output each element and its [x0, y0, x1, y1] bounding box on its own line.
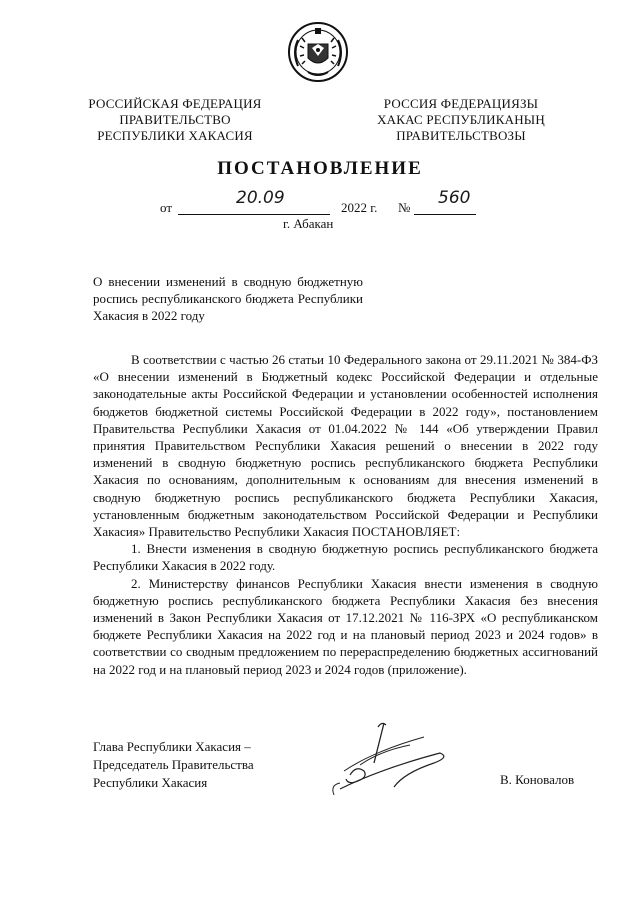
header-left-line: ПРАВИТЕЛЬСТВО	[119, 112, 231, 127]
position-line: Председатель Правительства	[93, 757, 254, 772]
header-left	[70, 96, 280, 144]
header-left-line: РОССИЙСКАЯ ФЕДЕРАЦИЯ	[88, 96, 262, 111]
header-right	[356, 96, 566, 144]
body-paragraph: 2. Министерству финансов Республики Хакасия внести изменения в сводную бюджетную роспись республиканского бюджета Республики Хакасия без внесения изменений в Закон Республики Хакасия от 17.12.2021 № 116-ЗРХ «О республиканском бюджете Республики Хакасия на 2022 год и на плановый период 2023 и 2024 годов» в соответствии со сводным предложением по перераспределению бюджетных ассигнований на 2022 год и на плановый период 2023 и 2024 годов (приложение).	[93, 575, 598, 677]
date-handwritten: 20.09	[236, 188, 285, 208]
document-subject: О внесении изменений в сводную бюджетную роспись республиканского бюджета Республики Хакасия в 2022 году	[93, 274, 363, 323]
year-label: 2022 г.	[341, 200, 378, 215]
from-label: от	[160, 200, 173, 215]
city: г. Абакан	[283, 216, 334, 231]
header-right-line: ПРАВИТЕЛЬСТВОЗЫ	[396, 128, 526, 143]
body-paragraph: 1. Внести изменения в сводную бюджетную роспись республиканского бюджета Республики Хакасия в 2022 году.	[93, 541, 598, 574]
body-paragraph: В соответствии с частью 26 статьи 10 Федерального закона от 29.11.2021 № 384-ФЗ «О внесении изменений в Бюджетный кодекс Российской Федерации и отдельные законодательные акты Российской Федерации и установлении особенностей исполнения бюджетов бюджетной системы Российской Федерации в 2022 году», постановлением Правительства Республики Хакасия от 01.04.2022 № 144 «Об утверждении Правил принятия Правительством Республики Хакасия решений о внесении в 2022 году изменений в сводную бюджетную роспись республиканского бюджета Республики Хакасия по основаниям, дополнительным к основаниям для внесения изменений в сводную бюджетную роспись республиканского бюджета Республики Хакасия, установленным бюджетным законодательством Российской Федерации и Республики Хакасия» Правительство Республики Хакасия ПОСТАНОВЛЯЕТ:	[93, 352, 598, 540]
handwritten-signature	[300, 715, 450, 805]
document-body	[93, 351, 598, 678]
signatory-name: В. Коновалов	[500, 772, 575, 787]
header-right-line: РОССИЯ ФЕДЕРАЦИЯЗЫ	[383, 96, 539, 111]
document-title: ПОСТАНОВЛЕНИЕ	[217, 158, 423, 179]
number-handwritten: 560	[438, 188, 471, 208]
position-line: Глава Республики Хакасия –	[93, 739, 251, 754]
position-line: Республики Хакасия	[93, 775, 208, 790]
signatory-position	[93, 738, 293, 792]
header-left-line: РЕСПУБЛИКИ ХАКАСИЯ	[97, 128, 253, 143]
number-label: №	[398, 200, 411, 215]
header-right-line: ХАКАС РЕСПУБЛИКАНЫҢ	[377, 112, 545, 127]
coat-of-arms-emblem	[286, 20, 350, 84]
